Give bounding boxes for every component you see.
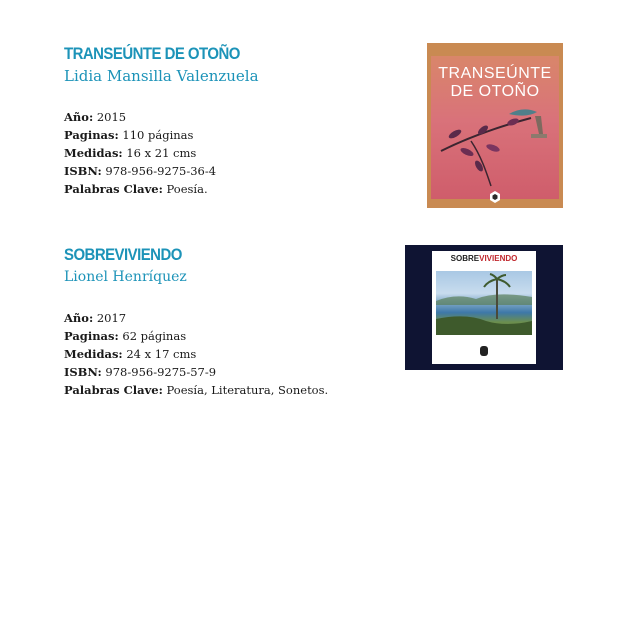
detail-keywords: Palabras Clave: Poesía. [64,182,208,196]
detail-isbn: ISBN: 978-956-9275-57-9 [64,365,217,379]
detail-keywords: Palabras Clave: Poesía, Literatura, Sonetos. [64,383,329,397]
book-author: Lionel Henríquez [64,269,187,285]
coastline-illustration [436,271,532,335]
book-entry-2 [64,245,384,399]
book-details [64,309,384,399]
detail-year: Año: 2015 [64,110,127,124]
book-cover-2 [405,245,563,370]
book-entry-1 [64,44,384,198]
cover-photo [436,271,532,335]
cover-title: SOBREVIVIENDO [450,254,518,263]
book-title: SOBREVIVIENDO [64,245,182,264]
cover-title: TRANSEÚNTE DE OTOÑO [438,65,552,100]
publisher-logo-icon [490,191,500,203]
detail-pages: Paginas: 62 páginas [64,329,187,343]
cover-card [432,251,536,364]
detail-year: Año: 2017 [64,311,127,325]
detail-size: Medidas: 24 x 17 cms [64,347,197,361]
publisher-logo-icon [480,346,488,356]
book-cover-1 [427,43,563,208]
book-title: TRANSEÚNTE DE OTOÑO [64,44,240,63]
detail-pages: Paginas: 110 páginas [64,128,194,142]
book-details [64,108,384,198]
detail-size: Medidas: 16 x 21 cms [64,146,197,160]
detail-isbn: ISBN: 978-956-9275-36-4 [64,164,217,178]
book-author: Lidia Mansilla Valenzuela [64,67,259,85]
